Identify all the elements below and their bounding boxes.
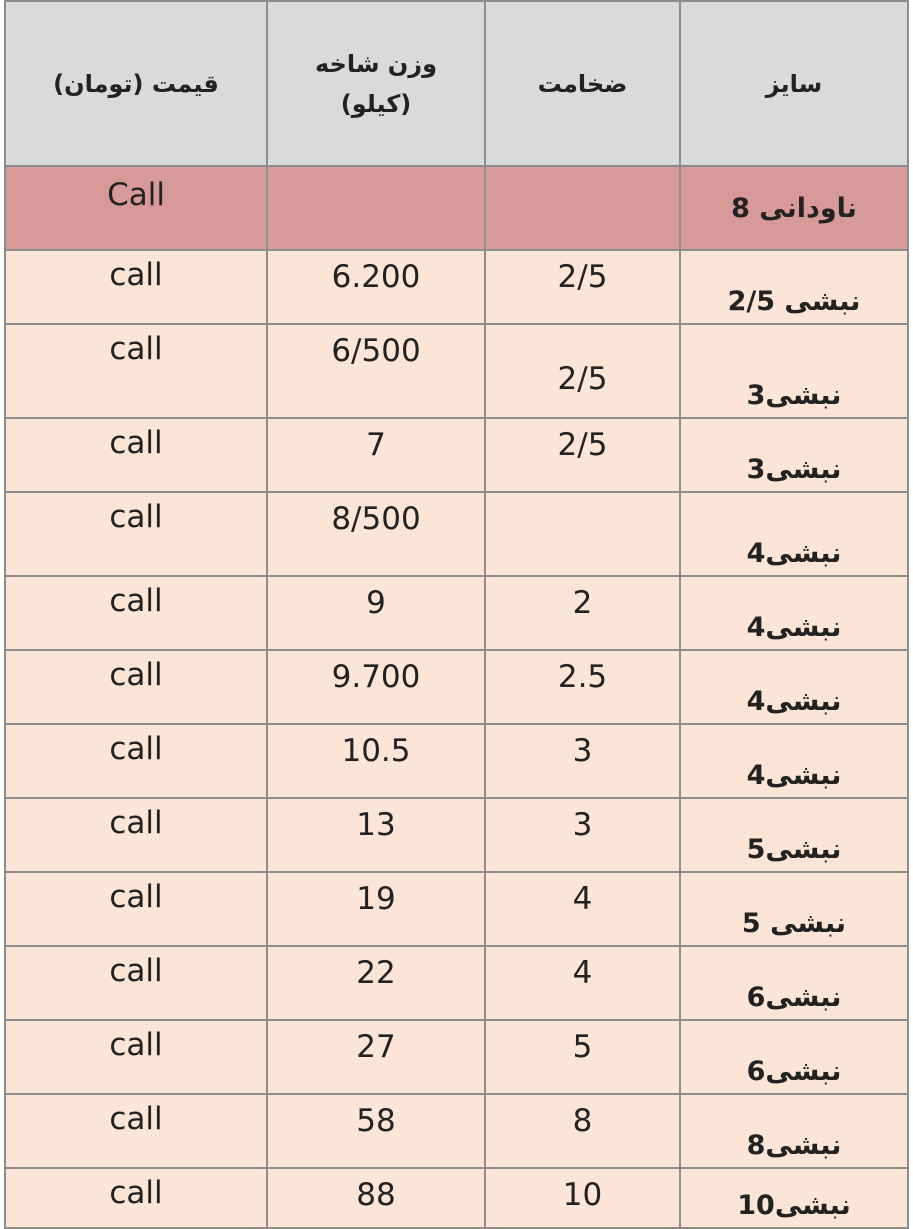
- table-row: [5, 324, 908, 418]
- header-price: قیمت (تومان): [5, 1, 267, 166]
- table-row: [5, 1094, 908, 1168]
- thickness-cell: 3: [485, 724, 680, 798]
- thickness-cell: [485, 166, 680, 250]
- table-row: [5, 1168, 908, 1228]
- thickness-cell: 2/5: [485, 418, 680, 492]
- weight-cell: 6.200: [267, 250, 485, 324]
- price-cell: call: [5, 418, 267, 492]
- size-cell: نبشی3: [680, 324, 908, 418]
- header-row: [5, 1, 908, 166]
- weight-cell: 6/500: [267, 324, 485, 418]
- price-cell: call: [5, 1094, 267, 1168]
- size-cell: نبشی5: [680, 798, 908, 872]
- weight-cell: [267, 166, 485, 250]
- weight-cell: 8/500: [267, 492, 485, 576]
- thickness-cell: 2/5: [485, 324, 680, 418]
- header-size: سایز: [680, 1, 908, 166]
- header-thickness: ضخامت: [485, 1, 680, 166]
- weight-cell: 7: [267, 418, 485, 492]
- price-cell: Call: [5, 166, 267, 250]
- table-row: [5, 492, 908, 576]
- price-cell: call: [5, 946, 267, 1020]
- table-row: [5, 250, 908, 324]
- header-weight: وزن شاخه (کیلو): [267, 1, 485, 166]
- size-cell: نبشی4: [680, 492, 908, 576]
- size-cell: نبشی8: [680, 1094, 908, 1168]
- thickness-cell: 3: [485, 798, 680, 872]
- size-cell: نبشی6: [680, 1020, 908, 1094]
- size-cell: ناودانی 8: [680, 166, 908, 250]
- weight-cell: 58: [267, 1094, 485, 1168]
- weight-cell: 9.700: [267, 650, 485, 724]
- price-cell: call: [5, 798, 267, 872]
- size-cell: نبشی6: [680, 946, 908, 1020]
- size-cell: نبشی 2/5: [680, 250, 908, 324]
- thickness-cell: 5: [485, 1020, 680, 1094]
- size-cell: نبشی4: [680, 576, 908, 650]
- size-cell: نبشی10: [680, 1168, 908, 1228]
- weight-cell: 13: [267, 798, 485, 872]
- weight-cell: 27: [267, 1020, 485, 1094]
- table-row: [5, 798, 908, 872]
- price-cell: call: [5, 492, 267, 576]
- weight-cell: 9: [267, 576, 485, 650]
- size-cell: نبشی3: [680, 418, 908, 492]
- size-cell: نبشی4: [680, 724, 908, 798]
- weight-cell: 88: [267, 1168, 485, 1228]
- thickness-cell: 2/5: [485, 250, 680, 324]
- table-row: [5, 872, 908, 946]
- size-cell: نبشی 5: [680, 872, 908, 946]
- price-cell: call: [5, 724, 267, 798]
- thickness-cell: 4: [485, 946, 680, 1020]
- table-row: [5, 724, 908, 798]
- table-row: [5, 650, 908, 724]
- thickness-cell: 4: [485, 872, 680, 946]
- weight-cell: 19: [267, 872, 485, 946]
- price-cell: call: [5, 576, 267, 650]
- thickness-cell: [485, 492, 680, 576]
- price-cell: call: [5, 324, 267, 418]
- price-table: [4, 0, 909, 1229]
- table-row: [5, 166, 908, 250]
- weight-cell: 22: [267, 946, 485, 1020]
- price-cell: call: [5, 1020, 267, 1094]
- table-row: [5, 1020, 908, 1094]
- price-cell: call: [5, 250, 267, 324]
- price-cell: call: [5, 1168, 267, 1228]
- price-cell: call: [5, 650, 267, 724]
- thickness-cell: 8: [485, 1094, 680, 1168]
- thickness-cell: 10: [485, 1168, 680, 1228]
- size-cell: نبشی4: [680, 650, 908, 724]
- price-cell: call: [5, 872, 267, 946]
- table-row: [5, 418, 908, 492]
- weight-cell: 10.5: [267, 724, 485, 798]
- thickness-cell: 2: [485, 576, 680, 650]
- table-row: [5, 576, 908, 650]
- thickness-cell: 2.5: [485, 650, 680, 724]
- table-row: [5, 946, 908, 1020]
